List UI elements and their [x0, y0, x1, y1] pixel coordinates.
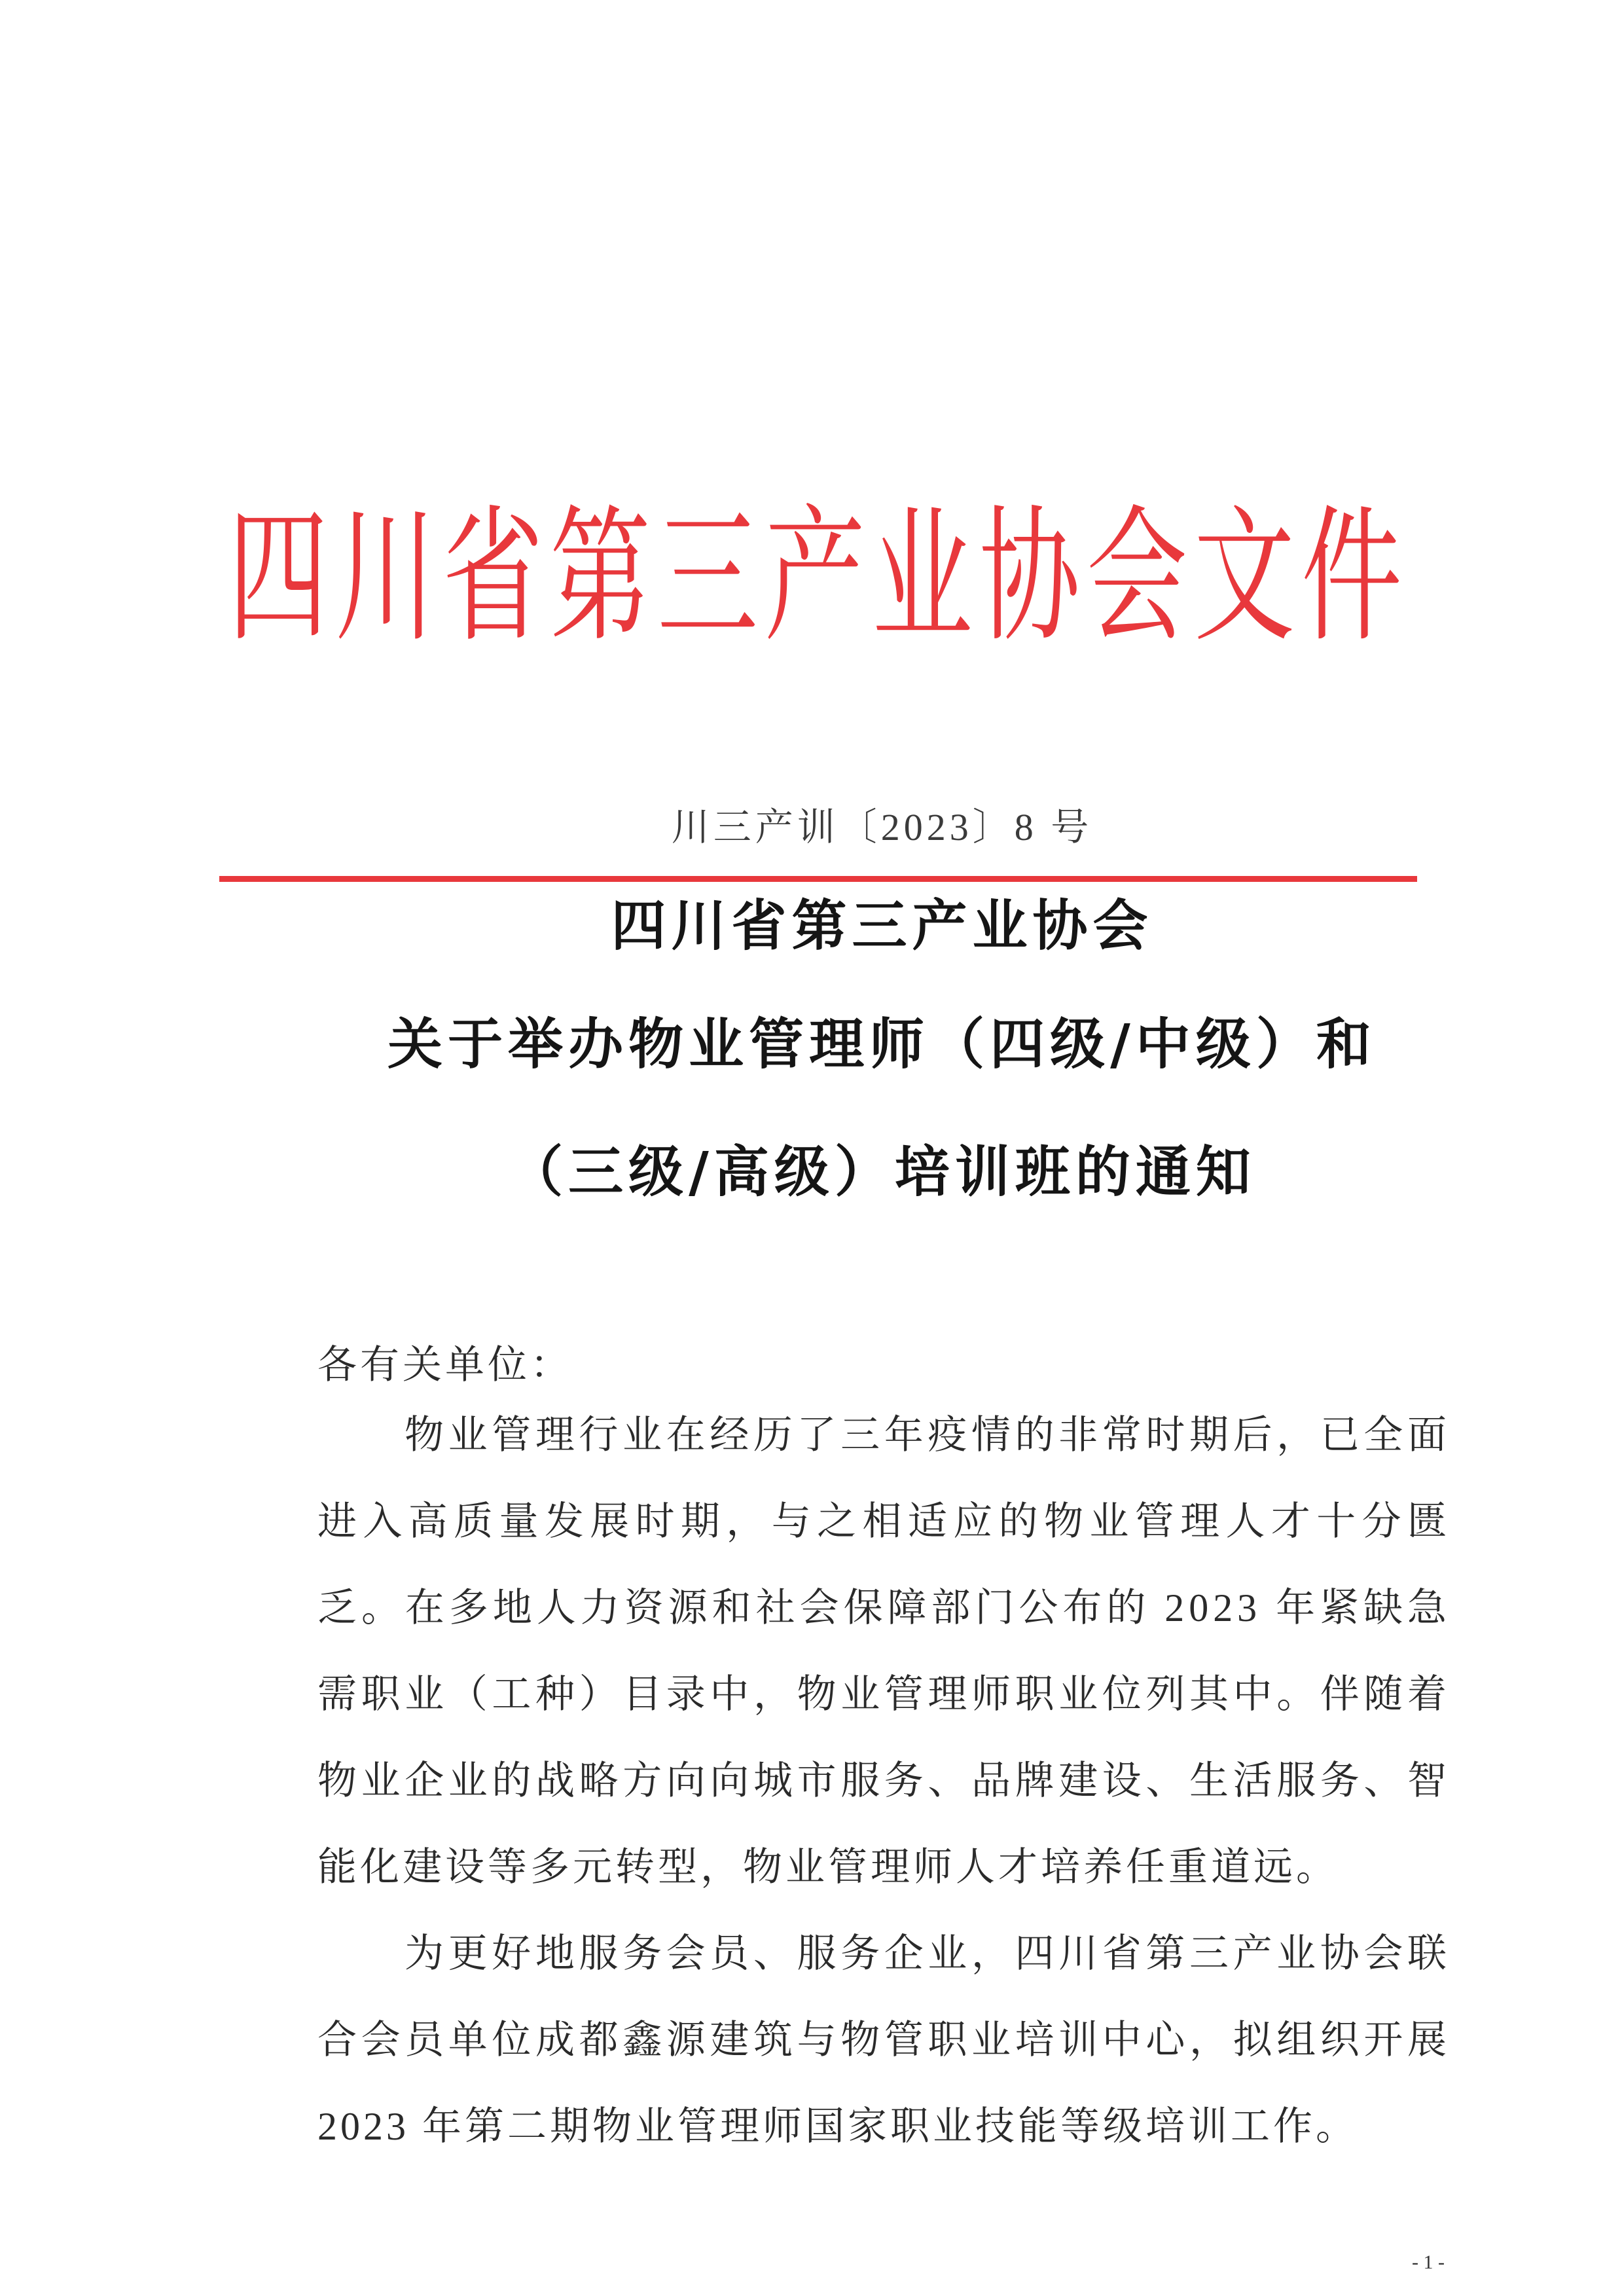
paragraph-2-line: 2023 年第二期物业管理师国家职业技能等级培训工作。: [317, 2105, 1358, 2148]
document-number: 川三产训〔2023〕8 号: [671, 806, 1093, 848]
paragraph-1-line: 物业企业的战略方向向城市服务、品牌建设、生活服务、智: [317, 1759, 1451, 1802]
paragraph-1-line: 进入高质量发展时期，与之相适应的物业管理人才十分匮: [317, 1500, 1453, 1543]
red-divider-rule: [219, 876, 1417, 882]
salutation: 各有关单位：: [317, 1343, 573, 1387]
paragraph-1-line: 需职业（工种）目录中，物业管理师职业位列其中。伴随着: [317, 1673, 1451, 1716]
issuer-document-title: 四川省第三产业协会文件: [227, 498, 1409, 660]
notice-title-line-1: 四川省第三产业协会: [611, 894, 1153, 958]
notice-title-line-3: （三级/高级）培训班的通知: [508, 1140, 1256, 1204]
page-number: - 1 -: [1412, 2251, 1445, 2273]
paragraph-1-line: 能化建设等多元转型，物业管理师人才培养任重道远。: [317, 1846, 1339, 1889]
notice-title-line-2: 关于举办物业管理师（四级/中级）和: [387, 1012, 1377, 1076]
paragraph-1-line: 乏。在多地人力资源和社会保障部门公布的 2023 年紧缺急: [317, 1586, 1451, 1630]
paragraph-1-line: 物业管理行业在经历了三年疫情的非常时期后，已全面: [405, 1413, 1451, 1457]
paragraph-2-line: 为更好地服务会员、服务企业，四川省第三产业协会联: [405, 1932, 1451, 1975]
paragraph-2-line: 合会员单位成都鑫源建筑与物管职业培训中心，拟组织开展: [317, 2018, 1451, 2062]
